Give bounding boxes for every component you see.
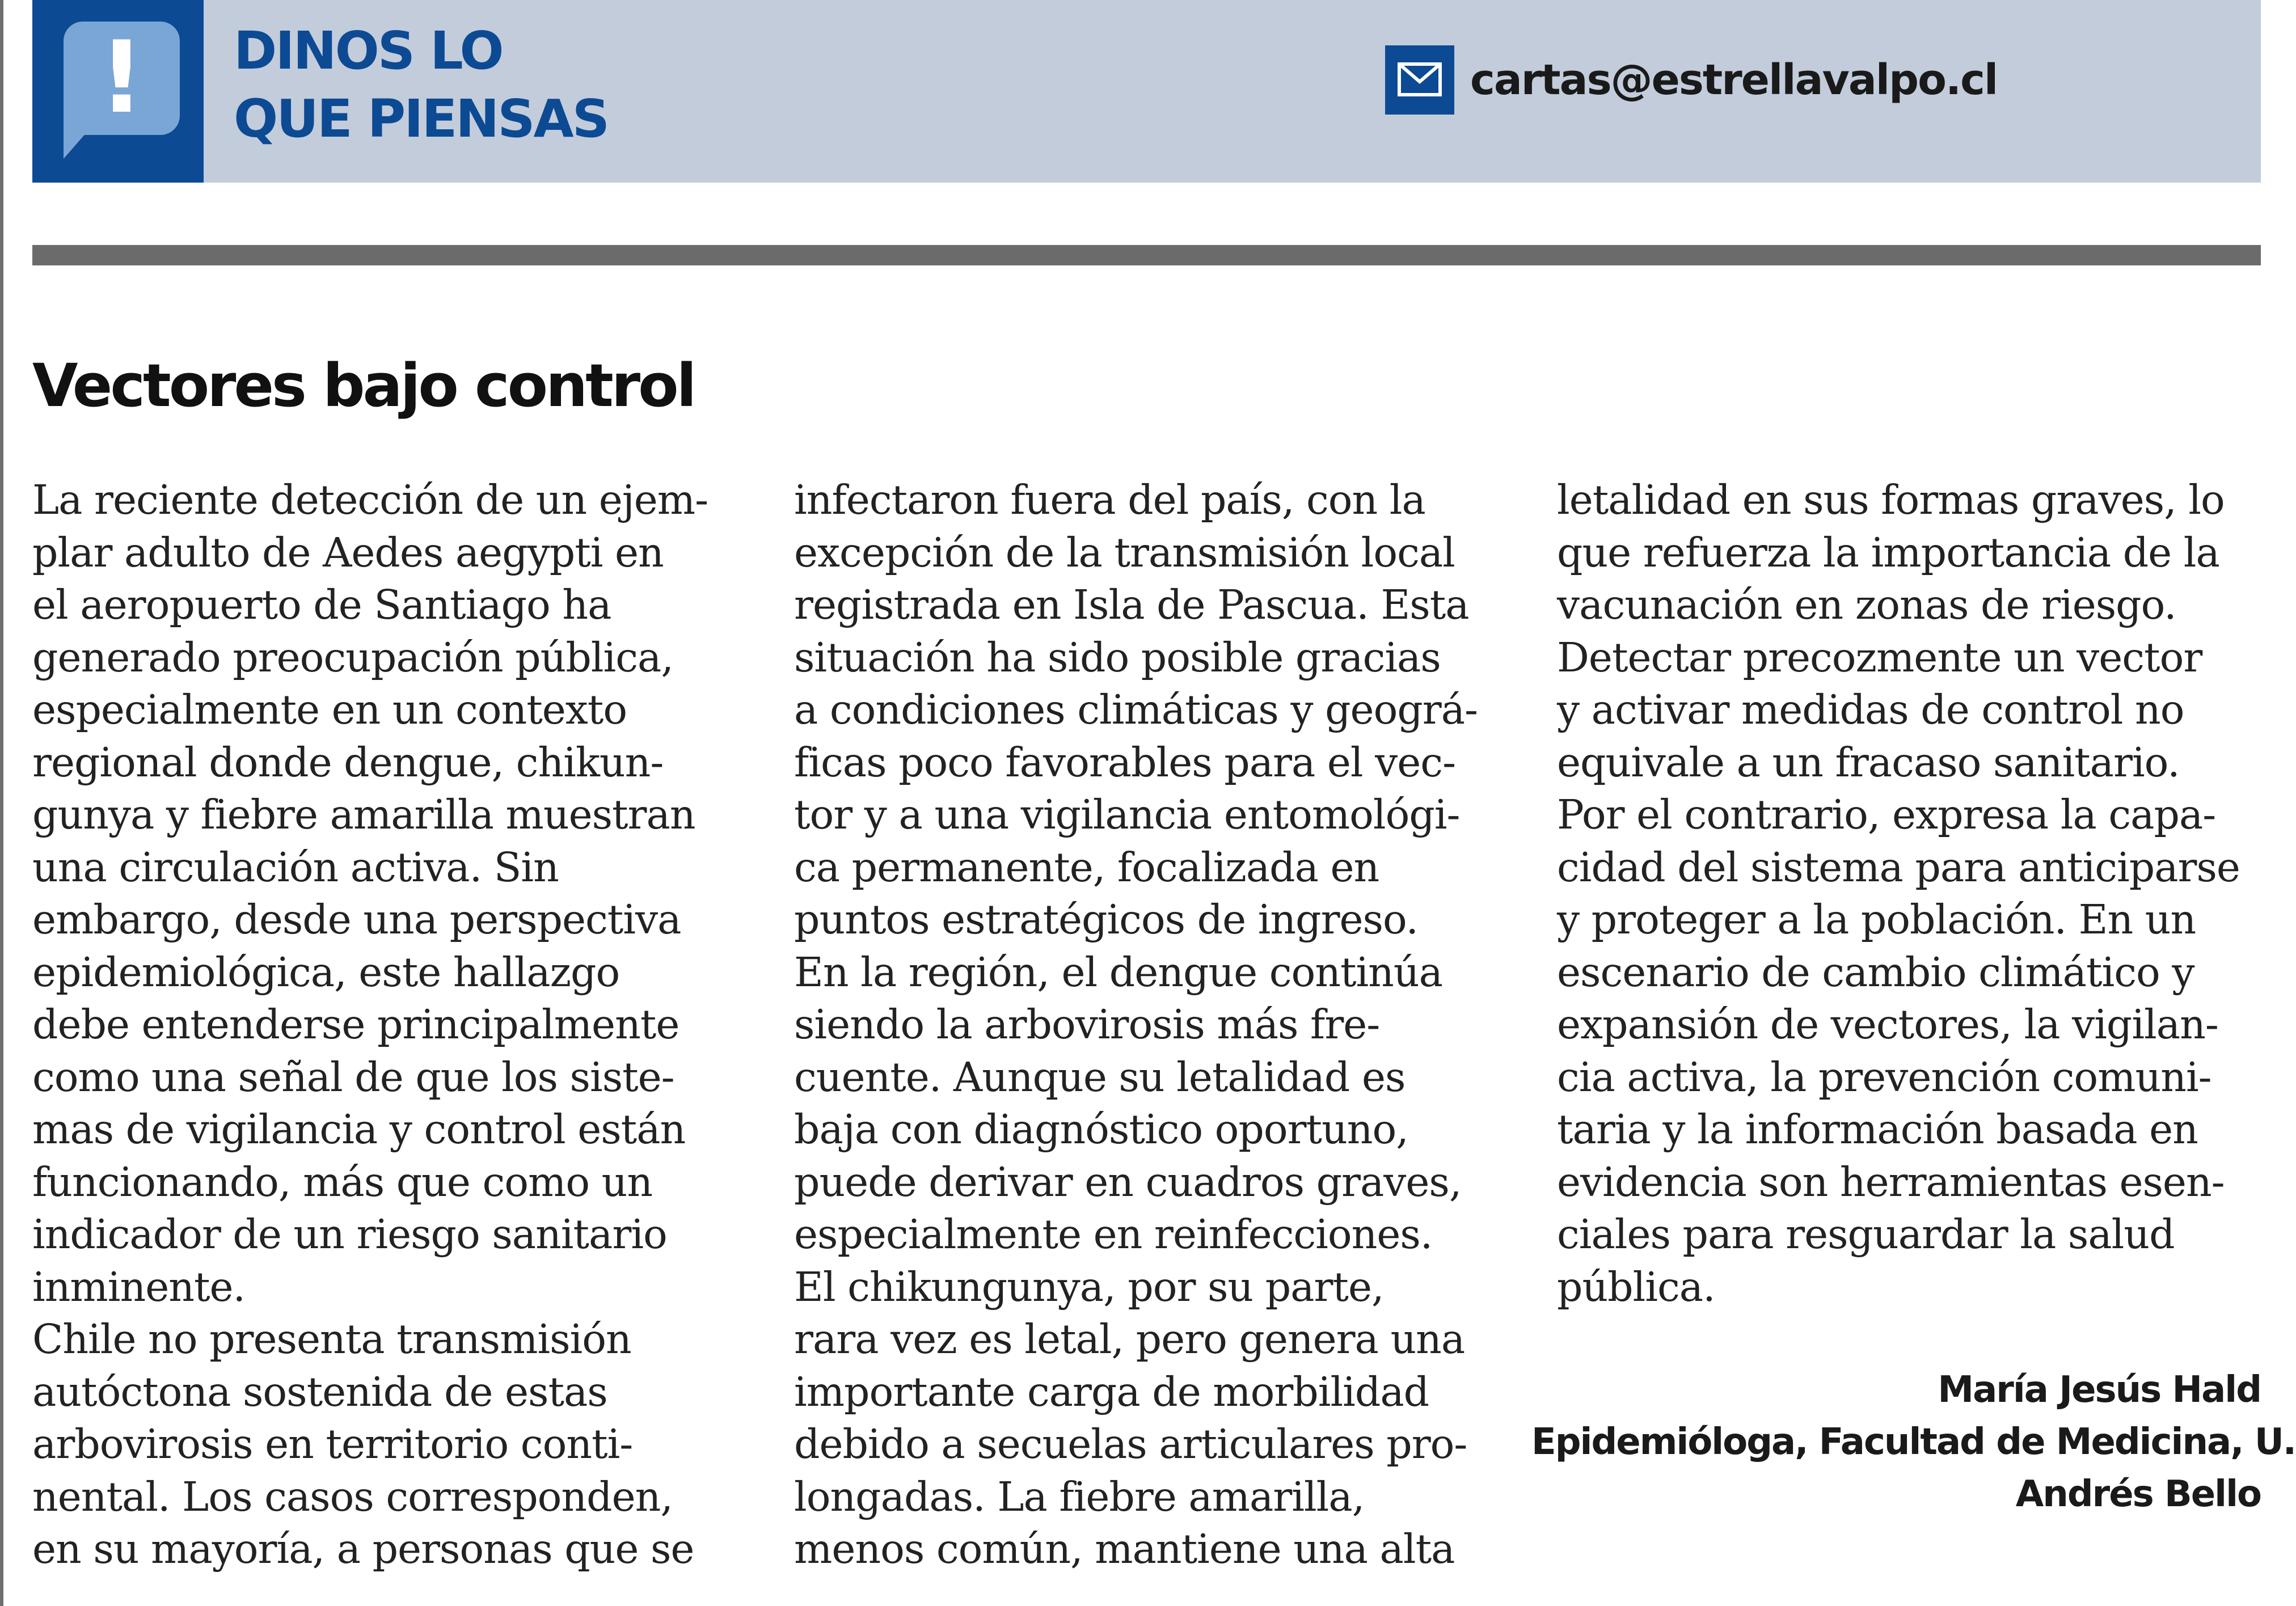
article-text-line: el aeropuerto de Santiago ha: [32, 581, 611, 628]
article-text-line: Chile no presenta transmisión: [32, 1316, 631, 1363]
article-text-line: El chikungunya, por su parte,: [794, 1263, 1384, 1311]
article-text-line: gunya y fiebre amarilla muestran: [32, 791, 695, 838]
author-signature: [1531, 1364, 2296, 1520]
article-text-line: ficas poco favorables para el vec-: [794, 738, 1456, 786]
envelope-icon: [1385, 45, 1454, 115]
article-text-line: infectaron fuera del país, con la: [794, 476, 1425, 523]
article-text-line: cidad del sistema para anticiparse: [1557, 843, 2240, 891]
article-text-line: Detectar precozmente un vector: [1557, 633, 2202, 681]
article-text-line: taria y la información basada en: [1557, 1106, 2198, 1153]
article-text-line: equivale a un fracaso sanitario.: [1557, 738, 2180, 786]
article-text-line: tor y a una vigilancia entomológi-: [794, 791, 1460, 838]
article-text-line: especialmente en reinfecciones.: [794, 1211, 1433, 1258]
article-text-line: baja con diagnóstico oportuno,: [794, 1106, 1408, 1153]
article-text-line: debido a secuelas articulares pro-: [794, 1421, 1467, 1468]
article-text-line: nental. Los casos corresponden,: [32, 1473, 673, 1520]
article-text-line: a condiciones climáticas y geográ-: [794, 686, 1478, 733]
letters-section-header: [32, 0, 2261, 183]
left-border-rule: [0, 0, 3, 1606]
article-text-line: menos común, mantiene una alta: [794, 1525, 1455, 1573]
article-text-line: excepción de la transmisión local: [794, 529, 1455, 576]
article-column-3: [1557, 474, 2294, 1313]
article-text-line: registrada en Isla de Pascua. Esta: [794, 581, 1469, 628]
article-text-line: como una señal de que los siste-: [32, 1053, 674, 1101]
article-text-line: escenario de cambio climático y: [1557, 948, 2194, 996]
article-text-line: Por el contrario, expresa la capa-: [1557, 791, 2216, 838]
article-text-line: cia activa, la prevención comuni-: [1557, 1053, 2211, 1101]
article-text-line: plar adulto de Aedes aegypti en: [32, 529, 664, 576]
article-text-line: y activar medidas de control no: [1557, 686, 2184, 733]
author-role-line-1: Epidemióloga, Facultad de Medicina, U.: [1531, 1421, 2296, 1463]
article-text-line: evidencia son herramientas esen-: [1557, 1158, 2225, 1206]
article-text-line: vacunación en zonas de riesgo.: [1557, 581, 2176, 628]
article-text-line: generado preocupación pública,: [32, 633, 673, 681]
article-column-2: [794, 474, 1531, 1576]
article-text-line: pública.: [1557, 1263, 1715, 1311]
article-text-line: La reciente detección de un ejem-: [32, 476, 708, 523]
section-title: [234, 17, 608, 153]
article-text-line: importante carga de morbilidad: [794, 1368, 1429, 1415]
article-text-line: letalidad en sus formas graves, lo: [1557, 476, 2225, 523]
article-text-line: expansión de vectores, la vigilan-: [1557, 1001, 2218, 1048]
article-text-line: situación ha sido posible gracias: [794, 633, 1441, 681]
article-text-line: siendo la arbovirosis más fre-: [794, 1001, 1380, 1048]
contact-email[interactable]: cartas@estrellavalpo.cl: [1470, 56, 1998, 104]
section-title-line-1: DINOS LO: [234, 20, 503, 81]
article-column-1: [32, 474, 770, 1576]
article-text-line: ca permanente, focalizada en: [794, 843, 1379, 891]
article-text-line: ciales para resguardar la salud: [1557, 1211, 2175, 1258]
author-name: María Jesús Hald: [1938, 1369, 2261, 1411]
article-text-line: rara vez es letal, pero genera una: [794, 1316, 1465, 1363]
article-text-line: mas de vigilancia y control están: [32, 1106, 686, 1153]
article-text-line: especialmente en un contexto: [32, 686, 627, 733]
article-title: Vectores bajo control: [32, 351, 695, 420]
article-text-line: que refuerza la importancia de la: [1557, 529, 2219, 576]
article-text-line: embargo, desde una perspectiva: [32, 896, 681, 943]
article-text-line: inminente.: [32, 1263, 246, 1311]
article-text-line: arbovirosis en territorio conti-: [32, 1421, 633, 1468]
article-text-line: y proteger a la población. En un: [1557, 896, 2196, 943]
article-text-line: funcionando, más que como un: [32, 1158, 653, 1206]
article-text-line: una circulación activa. Sin: [32, 843, 559, 891]
article-text-line: puntos estratégicos de ingreso.: [794, 896, 1419, 943]
article-text-line: autóctona sostenida de estas: [32, 1368, 607, 1415]
article-text-line: debe entenderse principalmente: [32, 1001, 679, 1048]
article-text-line: epidemiológica, este hallazgo: [32, 948, 620, 996]
article-text-line: longadas. La fiebre amarilla,: [794, 1473, 1365, 1520]
article-text-line: puede derivar en cuadros graves,: [794, 1158, 1462, 1206]
author-role-line-2: Andrés Bello: [2015, 1473, 2261, 1515]
article-text-line: cuente. Aunque su letalidad es: [794, 1053, 1406, 1101]
section-divider: [32, 245, 2261, 265]
exclamation-icon: !: [99, 20, 145, 136]
article-text-line: En la región, el dengue continúa: [794, 948, 1442, 996]
article-text-line: regional donde dengue, chikun-: [32, 738, 664, 786]
article-text-line: indicador de un riesgo sanitario: [32, 1211, 667, 1258]
article-text-line: en su mayoría, a personas que se: [32, 1525, 694, 1573]
section-logo: [32, 0, 204, 183]
section-title-line-2: QUE PIENSAS: [234, 88, 609, 149]
